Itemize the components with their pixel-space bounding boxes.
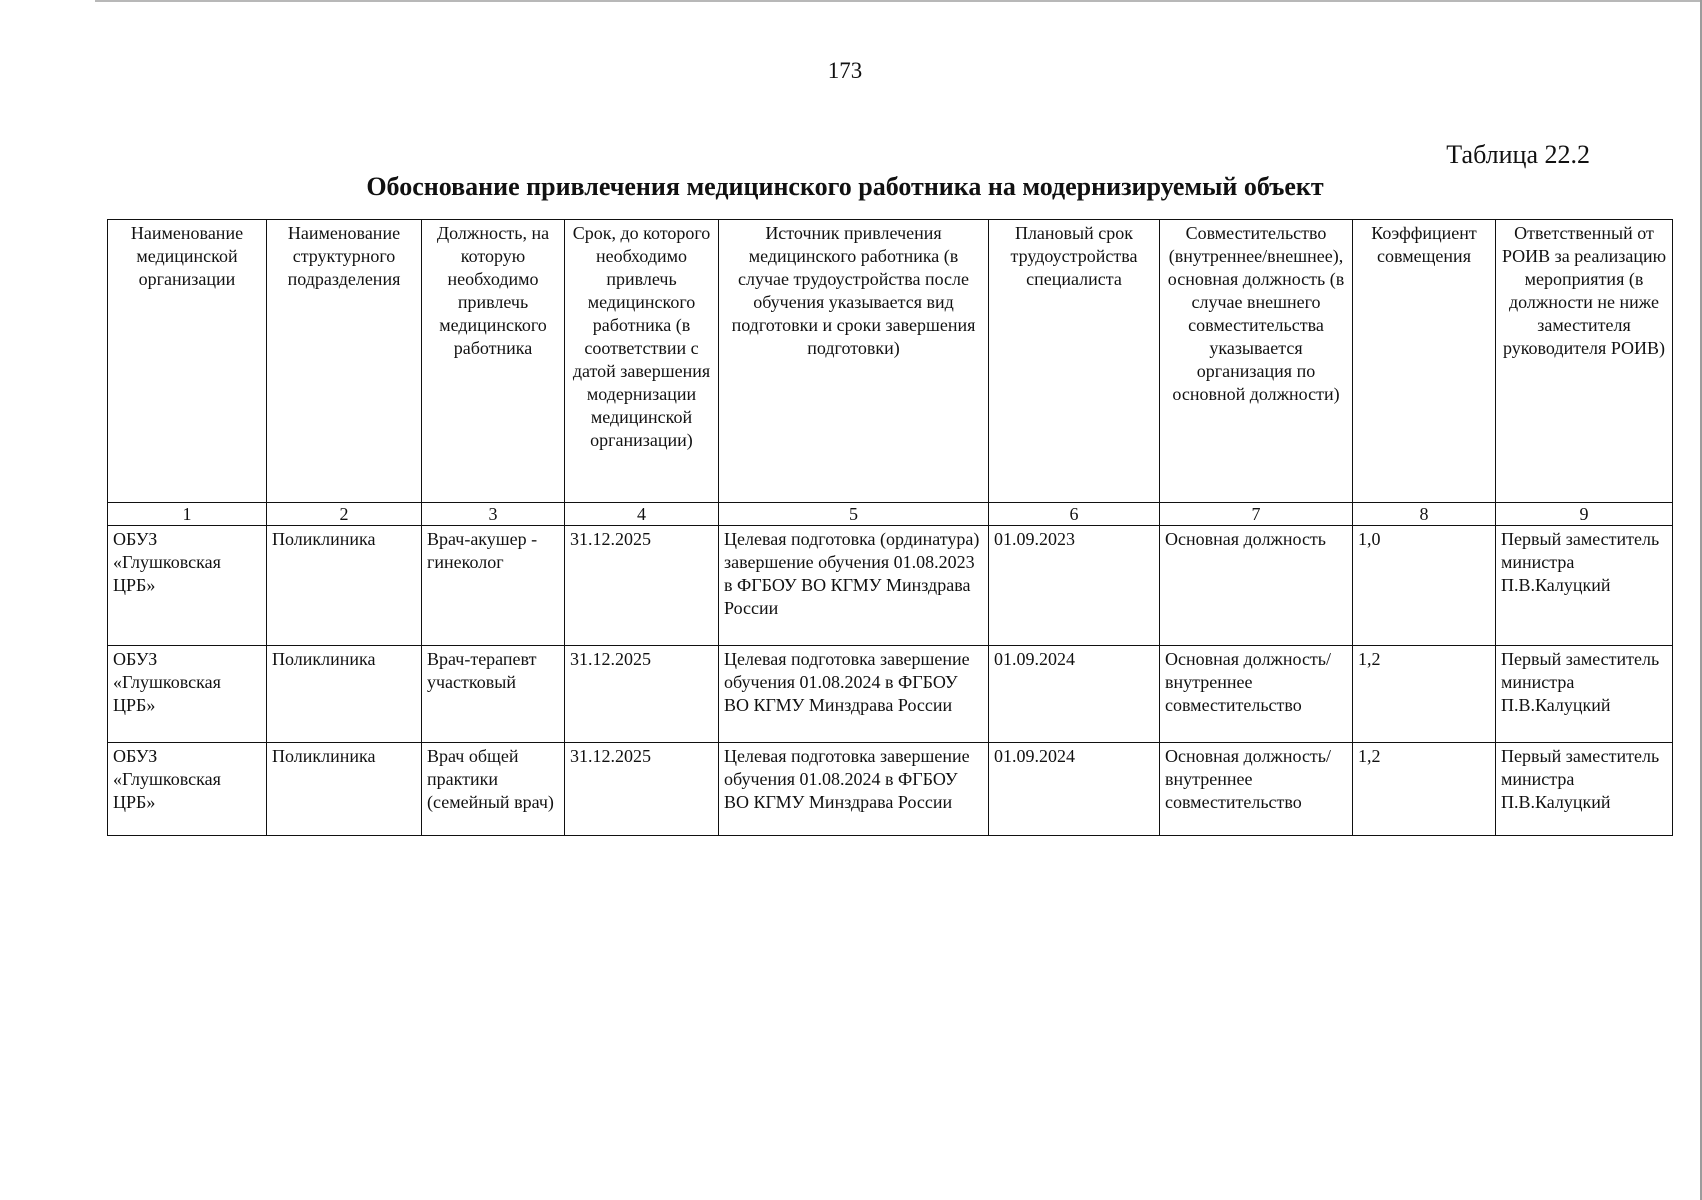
division-cell: Поликлиника [267,646,422,743]
planned-date-cell: 01.09.2024 [989,743,1160,836]
header-cell: Наименование структурного подразделения [267,220,422,503]
position-cell: Врач-акушер - гинеколог [422,526,565,646]
division-cell: Поликлиника [267,743,422,836]
organization-cell: ОБУЗ «Глушковская ЦРБ» [108,743,267,836]
header-cell: Должность, на которую необходимо привлечь медицинского работника [422,220,565,503]
position-cell: Врач-терапевт участковый [422,646,565,743]
column-number: 7 [1160,503,1353,526]
document-title: Обоснование привлечения медицинского работника на модернизируемый объект [366,172,1324,201]
column-number: 5 [719,503,989,526]
column-number: 3 [422,503,565,526]
header-cell: Совместительство (внутреннее/внешнее), основная должность (в случае внешнего совместительства указывается организация по основной должности) [1160,220,1353,503]
page-number: 173 [827,58,863,83]
organization-cell: ОБУЗ «Глушковская ЦРБ» [108,526,267,646]
table-row [108,646,1673,743]
column-number: 2 [267,503,422,526]
header-cell: Наименование медицинской организации [108,220,267,503]
coefficient-cell: 1,2 [1353,743,1496,836]
source-cell: Целевая подготовка завершение обучения 01.08.2024 в ФГБОУ ВО КГМУ Минздрава России [719,646,989,743]
header-cell: Ответственный от РОИВ за реализацию мероприятия (в должности не ниже заместителя руководителя РОИВ) [1496,220,1673,503]
column-number: 6 [989,503,1160,526]
planned-date-cell: 01.09.2023 [989,526,1160,646]
table-row [108,526,1673,646]
column-number: 9 [1496,503,1673,526]
division-cell: Поликлиника [267,526,422,646]
deadline-cell: 31.12.2025 [565,743,719,836]
responsible-cell: Первый заместитель министра П.В.Калуцкий [1496,646,1673,743]
scan-edge-top [95,0,1702,2]
header-cell: Источник привлечения медицинского работника (в случае трудоустройства после обучения указывается вид подготовки и сроки завершения подготовки) [719,220,989,503]
position-cell: Врач общей практики (семейный врач) [422,743,565,836]
column-number: 1 [108,503,267,526]
staffing-table [107,219,1673,836]
header-cell: Коэффициент совмещения [1353,220,1496,503]
responsible-cell: Первый заместитель министра П.В.Калуцкий [1496,743,1673,836]
deadline-cell: 31.12.2025 [565,646,719,743]
combination-cell: Основная должность [1160,526,1353,646]
column-number-row [108,503,1673,526]
organization-cell: ОБУЗ «Глушковская ЦРБ» [108,646,267,743]
coefficient-cell: 1,0 [1353,526,1496,646]
table-header-row [108,220,1673,503]
planned-date-cell: 01.09.2024 [989,646,1160,743]
header-cell: Срок, до которого необходимо привлечь медицинского работника (в соответствии с датой завершения модернизации медицинской организации) [565,220,719,503]
column-number: 4 [565,503,719,526]
source-cell: Целевая подготовка (ординатура) завершение обучения 01.08.2023 в ФГБОУ ВО КГМУ Минздрава России [719,526,989,646]
combination-cell: Основная должность/внутреннее совместительство [1160,646,1353,743]
coefficient-cell: 1,2 [1353,646,1496,743]
header-cell: Плановый срок трудоустройства специалиста [989,220,1160,503]
table-row [108,743,1673,836]
table-label: Таблица 22.2 [1446,140,1590,169]
combination-cell: Основная должность/внутреннее совместительство [1160,743,1353,836]
column-number: 8 [1353,503,1496,526]
source-cell: Целевая подготовка завершение обучения 01.08.2024 в ФГБОУ ВО КГМУ Минздрава России [719,743,989,836]
responsible-cell: Первый заместитель министра П.В.Калуцкий [1496,526,1673,646]
deadline-cell: 31.12.2025 [565,526,719,646]
